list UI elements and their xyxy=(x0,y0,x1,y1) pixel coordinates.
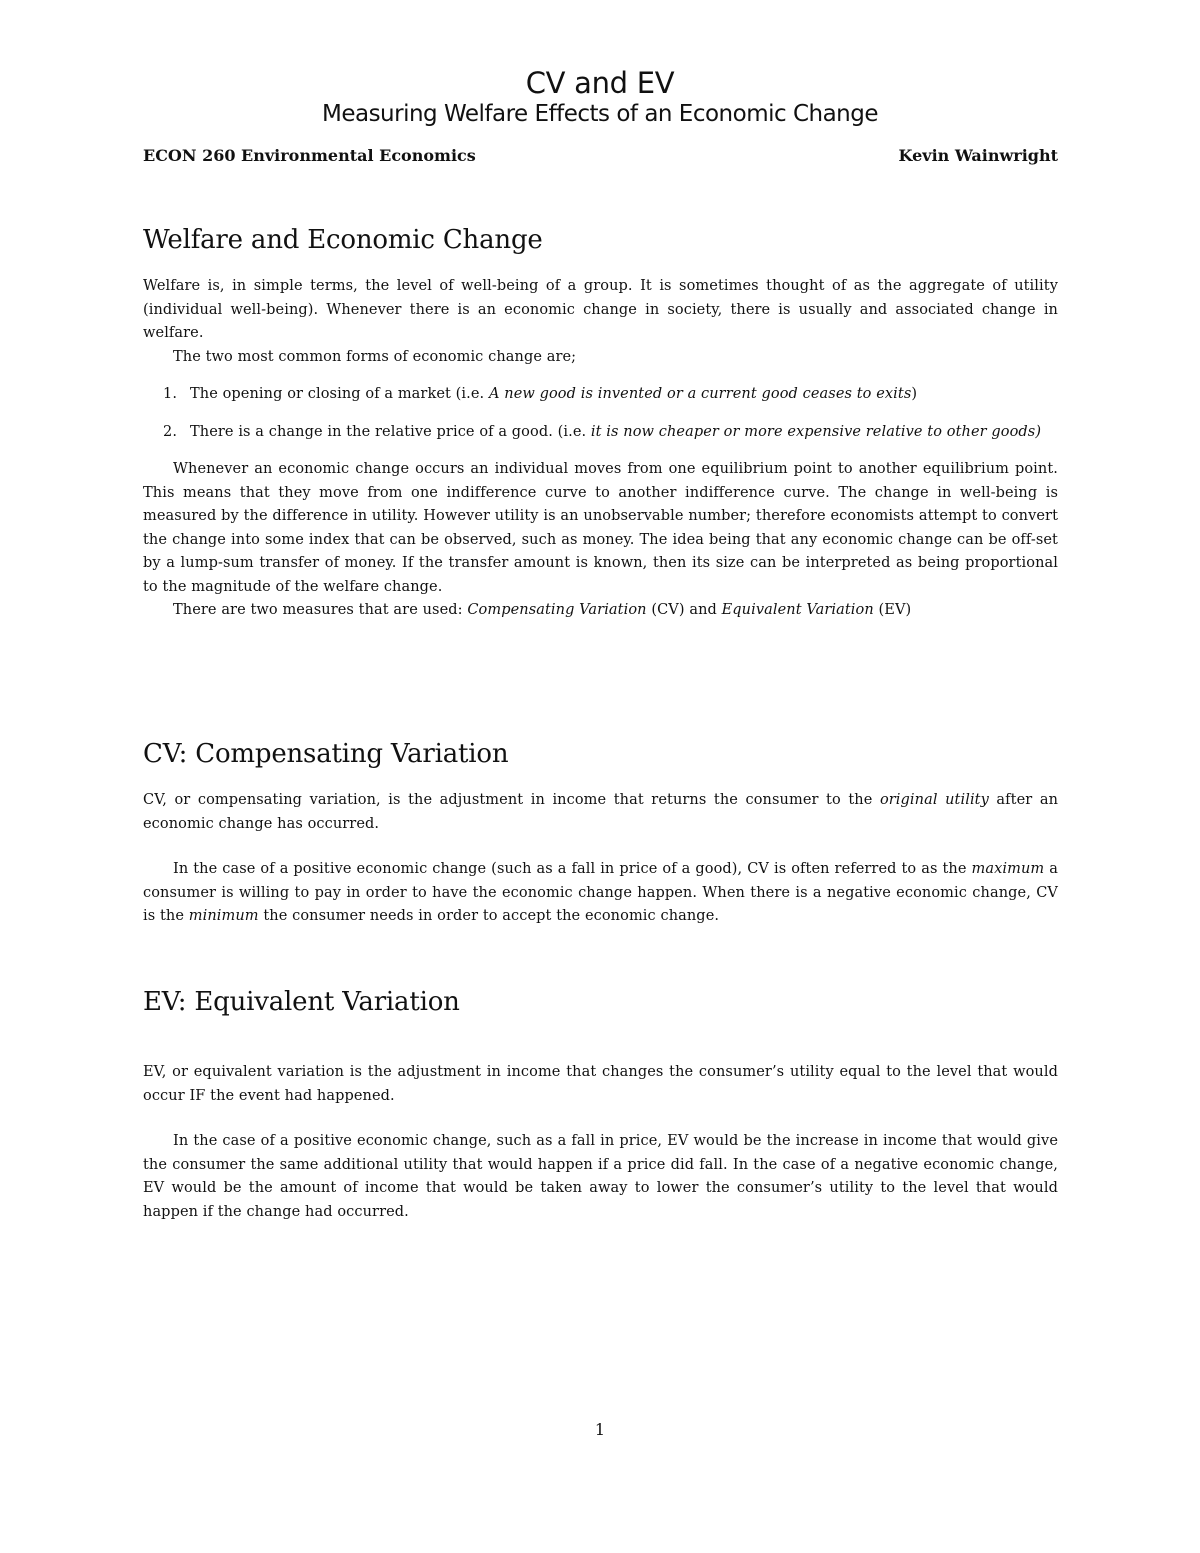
forms-list xyxy=(143,383,1058,444)
text-run: after an economic change has occurred. xyxy=(143,792,1059,832)
document-subtitle: Measuring Welfare Effects of an Economic Change xyxy=(321,101,879,127)
text-run: (CV) and xyxy=(646,602,722,618)
course-name: ECON 260 Environmental Economics xyxy=(143,146,476,165)
document-title: CV and EV xyxy=(525,66,675,100)
list-italic: A new good is invented or a current good ceases to exits xyxy=(488,386,912,402)
page-number: 1 xyxy=(594,1420,606,1439)
list-text: The opening or closing of a market (i.e. xyxy=(190,386,489,402)
course-author-row xyxy=(143,145,1058,167)
list-number: 1. xyxy=(163,386,178,402)
title-block xyxy=(0,66,1200,128)
paragraph: The two most common forms of economic change are; xyxy=(173,348,577,365)
text-run: There are two measures that are used: xyxy=(173,602,468,618)
paragraph: In the case of a positive economic change, such as a fall in price, EV would be the increase in income that would give the consumer the same additional utility that would happen if a price did fall. In the case of a negative economic change, EV would be the amount of income that would be taken away to lower the consumer’s utility to the level that would happen if the change had occurred. xyxy=(143,1133,1058,1220)
italic-run: Compensating Variation xyxy=(467,602,647,618)
paragraph: EV, or equivalent variation is the adjustment in income that changes the consumer’s utility equal to the level that would occur IF the event had happened. xyxy=(143,1064,1058,1104)
text-run: the consumer needs in order to accept the economic change. xyxy=(258,908,720,924)
italic-run: minimum xyxy=(188,908,259,924)
italic-run: original utility xyxy=(879,792,989,808)
text-run: In the case of a positive economic change (such as a fall in price of a good), CV is often referred to as the xyxy=(173,861,972,877)
paragraph: Whenever an economic change occurs an individual moves from one equilibrium point to another equilibrium point. This means that they move from one indifference curve to another indifference curve. The change in well-being is measured by the difference in utility. However utility is an unobservable number; therefore economists attempt to convert the change into some index that can be observed, such as money. The idea being that any economic change can be off-set by a lump-sum transfer of money. If the transfer amount is known, then its size can be interpreted as being proportional to the magnitude of the welfare change. xyxy=(143,461,1058,595)
paragraph xyxy=(143,599,1058,623)
text-run: (EV) xyxy=(873,602,912,618)
italic-run: Equivalent Variation xyxy=(721,602,874,618)
author-name: Kevin Wainwright xyxy=(898,146,1058,165)
section-heading-cv: CV: Compensating Variation xyxy=(143,739,509,769)
section-body-ev xyxy=(143,1061,1058,1224)
text-run: CV, or compensating variation, is the adjustment in income that returns the consumer to the xyxy=(143,792,880,808)
text-run: a consumer is willing to pay in order to have the economic change happen. When there is a negative economic change, CV is the xyxy=(143,861,1058,924)
section-body-cv xyxy=(143,789,1058,929)
section-body-welfare xyxy=(143,275,1058,623)
list-italic: it is now cheaper or more expensive relative to other goods) xyxy=(590,423,1042,440)
section-heading-ev: EV: Equivalent Variation xyxy=(143,987,460,1017)
list-after: ) xyxy=(911,386,918,402)
section-heading-welfare: Welfare and Economic Change xyxy=(143,225,543,255)
paragraph xyxy=(143,858,1058,929)
paragraph xyxy=(143,789,1058,836)
paragraph: Welfare is, in simple terms, the level of well-being of a group. It is sometimes thought of as the aggregate of utility (individual well-being). Whenever there is an economic change in society, there is usually and associated change in welfare. xyxy=(143,278,1058,341)
list-item xyxy=(143,383,1058,407)
list-number: 2. xyxy=(163,423,178,440)
list-text: There is a change in the relative price of a good. (i.e. xyxy=(190,423,591,440)
list-item xyxy=(143,421,1058,445)
italic-run: maximum xyxy=(971,861,1045,877)
